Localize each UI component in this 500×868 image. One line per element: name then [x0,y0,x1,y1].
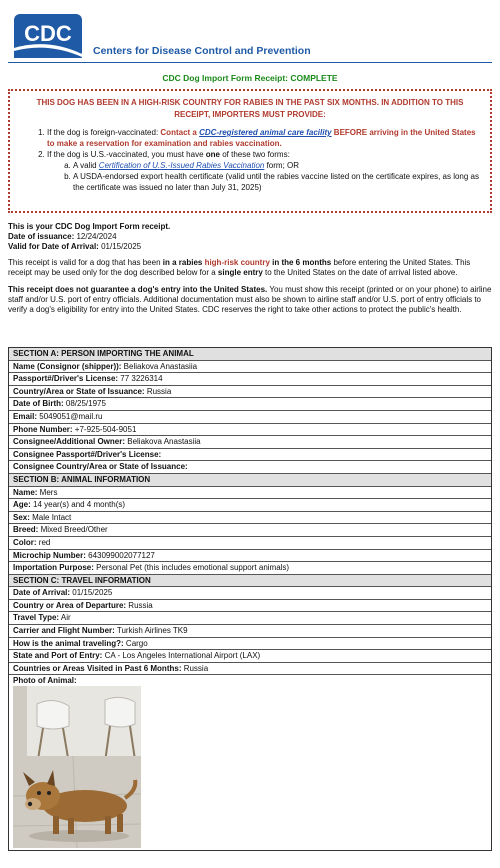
field-label: Country/Area or State of Issuance: [13,386,145,396]
form-option-a [73,161,480,172]
photo-label: Photo of Animal: [13,676,77,686]
field-label: Date of Arrival: [13,588,71,598]
requirement-emphasis: one [205,150,220,159]
section-a-field-row [9,436,491,449]
field-value: Mers [37,487,58,497]
field-label: Sex: [13,512,30,522]
requirement-emphasis: BEFORE arriving in the United States to make a reservation for examination and rabies vaccination. [47,128,476,148]
cdc-logo [14,14,82,58]
logo-text: CDC [24,21,72,46]
field-label: Consignee Country/Area or State of Issuance: [13,462,188,472]
validity-paragraph [8,258,492,278]
field-label: Breed: [13,525,39,535]
form-options-list [73,161,480,194]
section-a-field-row [9,424,491,437]
section-b-field-row [9,499,491,512]
field-value: 14 year(s) and 4 month(s) [30,500,126,510]
valid-arrival-label: Valid for Date of Arrival: [8,241,99,251]
form-option-b: b. A USDA-endorsed export health certificate (valid until the rabies vaccine listed on the certificate expires, as long as the certificate was issued no later than July 31, 2025) [73,172,480,193]
field-label: Countries or Areas Visited in Past 6 Months: [13,663,182,673]
disclaimer-text: You must show this receipt (printed or on your phone) to airline staff and/or U.S. port of entry officials. Additional documentation must also be shown to airline staff and/or U.S. port of entry officials to verify a dog's eligibility for entry into the United States. CDC reserves the right to take other actions to protect the public's health. [8,284,492,314]
field-value: 77 3226314 [118,374,163,384]
field-value: Male Intact [29,512,72,522]
section-c-field-row [9,650,491,663]
receipt-table [8,347,492,851]
field-label: Microchip Number: [13,550,86,560]
field-value: +7-925-504-9051 [72,424,137,434]
issuance-label: Date of issuance: [8,231,75,241]
section-c-field-row [9,625,491,638]
field-value: Beliakova Anastasiia [125,437,201,447]
field-label: Name (Consignor (shipper)): [13,361,122,371]
option-text: form; OR [264,160,300,170]
para-bold: in a rabies [162,258,205,268]
field-label: Date of Birth: [13,399,64,409]
field-value: Mixed Breed/Other [38,525,108,535]
option-text: A valid [73,160,99,170]
field-value: red [36,537,51,547]
requirement-foreign-vaccinated [47,128,480,149]
para-text: to the United States on the date of arrival listed above. [262,268,458,278]
section-a-field-row [9,449,491,462]
field-value: 01/15/2025 [70,588,113,598]
requirement-text: If the dog is U.S.-vaccinated, you must have [47,150,206,159]
field-label: Consignee/Additional Owner: [13,437,126,447]
section-b-field-row [9,562,491,575]
high-risk-alert-box [8,89,492,213]
field-label: Email: [13,411,38,421]
field-value: Russia [144,386,172,396]
section-b-field-row [9,537,491,550]
receipt-summary [8,222,492,251]
section-c-field-row [9,612,491,625]
section-a-field-row [9,386,491,399]
photo-row [9,675,491,850]
requirement-text: of these two forms: [219,150,290,159]
requirement-us-vaccinated [47,150,480,193]
requirement-emphasis: Contact a [160,128,200,137]
field-label: Phone Number: [13,424,73,434]
field-value: Beliakova Anastasiia [121,361,198,371]
receipt-line: This is your CDC Dog Import Form receipt. [8,222,171,231]
animal-photo [13,686,141,848]
field-value: 643099002077127 [85,550,155,560]
section-c-field-row [9,663,491,676]
section-c-header: SECTION C: TRAVEL INFORMATION [9,575,491,588]
section-b-header: SECTION B: ANIMAL INFORMATION [9,474,491,487]
animal-care-facility-link[interactable]: CDC-registered animal care facility [199,128,332,137]
high-risk-text: high-risk country [204,258,270,268]
para-text: before entering the United States. This receipt may be used only for the dog described below for a [8,258,471,278]
field-value: 5049051@mail.ru [37,411,103,421]
receipt-info [8,222,492,321]
field-label: How is the animal traveling?: [13,638,124,648]
disclaimer-bold: This receipt does not guarantee a dog's entry into the United States. [8,284,268,294]
alert-heading: THIS DOG HAS BEEN IN A HIGH-RISK COUNTRY FOR RABIES IN THE PAST SIX MONTHS. IN ADDITION TO THIS RECEIPT, IMPORTERS MUST PROVIDE: [36,98,464,119]
field-label: Consignee Passport#/Driver's License: [13,449,162,459]
section-b-field-row [9,550,491,563]
section-a-field-row [9,411,491,424]
section-a-field-row [9,373,491,386]
header-divider [8,62,492,63]
field-label: Age: [13,500,31,510]
para-bold: in the 6 months [269,258,332,268]
valid-arrival-date: 01/15/2025 [98,241,142,251]
field-value: Russia [181,663,209,673]
field-value: Air [59,613,71,623]
rabies-vaccination-certificate-link[interactable]: Certification of U.S.-Issued Rabies Vaccination [98,160,265,170]
field-value: Turkish Airlines TK9 [114,626,188,636]
para-text: This receipt is valid for a dog that has been [8,258,163,268]
section-c-field-row [9,587,491,600]
field-label: Name: [13,487,38,497]
site-header [14,14,494,64]
requirements-list [47,128,480,193]
field-label: Country or Area of Departure: [13,600,127,610]
field-label: Travel Type: [13,613,60,623]
section-c-field-row [9,638,491,651]
section-a-field-row [9,398,491,411]
section-a-field-row [9,461,491,474]
section-a-header: SECTION A: PERSON IMPORTING THE ANIMAL [9,348,491,361]
section-b-field-row [9,487,491,500]
para-bold: single entry [217,268,263,278]
section-b-field-row [9,524,491,537]
field-label: Color: [13,537,37,547]
field-value: 08/25/1975 [63,399,106,409]
disclaimer-paragraph [8,285,492,314]
field-value: Cargo [123,638,148,648]
field-value: Russia [126,600,153,610]
field-value: Personal Pet (this includes emotional support animals) [93,563,290,573]
field-label: Importation Purpose: [13,563,94,573]
field-label: Passport#/Driver's License: [13,374,119,384]
requirement-text: If the dog is foreign-vaccinated: [47,128,161,137]
section-a-field-row [9,361,491,374]
field-label: Carrier and Flight Number: [13,626,115,636]
field-label: State and Port of Entry: [13,651,103,661]
section-b-field-row [9,512,491,525]
field-value: CA - Los Angeles International Airport (LAX) [102,651,261,661]
receipt-title: CDC Dog Import Form Receipt: COMPLETE [162,73,338,83]
issuance-date: 12/24/2024 [74,231,117,241]
section-c-field-row [9,600,491,613]
org-name[interactable]: Centers for Disease Control and Prevention [93,45,311,57]
